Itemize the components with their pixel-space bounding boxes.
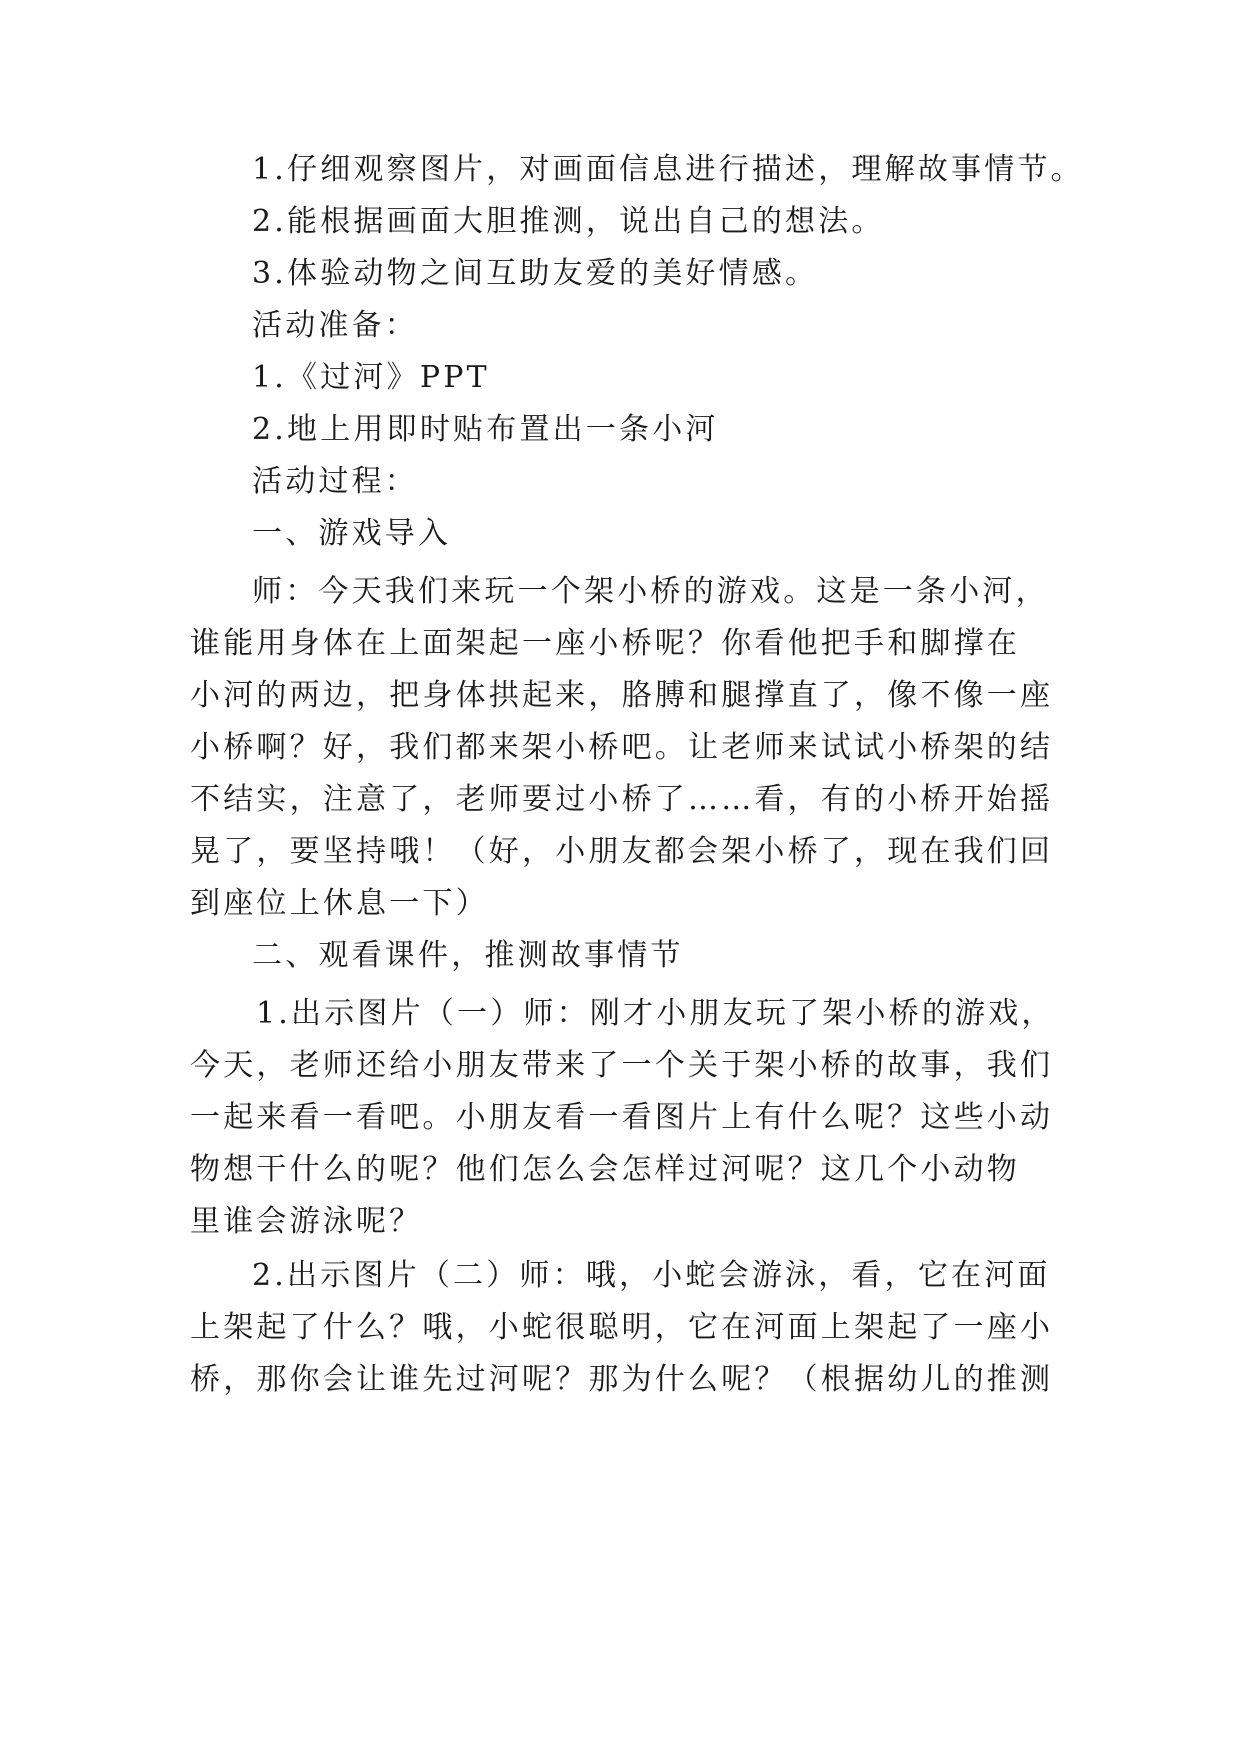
paragraph-line: 到座位上休息一下） [190,886,489,921]
preparation-1: 1.《过河》PPT [252,360,490,395]
section-heading-process: 活动过程： [252,464,418,499]
paragraph-line: 小河的两边，把身体拱起来，胳膊和腿撑直了，像不像一座 [190,678,1054,713]
preparation-2: 2.地上用即时贴布置出一条小河 [252,412,719,447]
paragraph-line: 不结实，注意了，老师要过小桥了……看，有的小桥开始摇 [190,782,1054,817]
subsection-heading-courseware: 二、观看课件，推测故事情节 [252,938,684,973]
paragraph-line: 谁能用身体在上面架起一座小桥呢？你看他把手和脚撑在 [190,626,1020,661]
goal-3: 3.体验动物之间互助友爱的美好情感。 [252,256,819,291]
goal-1: 1.仔细观察图片，对画面信息进行描述，理解故事情节。 [252,152,1084,187]
section-heading-preparation: 活动准备： [252,308,418,343]
paragraph-line: 物想干什么的呢？他们怎么会怎样过河呢？这几个小动物 [190,1152,1020,1187]
goal-2: 2.能根据画面大胆推测，说出自己的想法。 [252,204,885,239]
subsection-heading-game: 一、游戏导入 [252,516,452,551]
paragraph-line: 晃了，要坚持哦！（好，小朋友都会架小桥了，现在我们回 [190,834,1054,869]
paragraph-line: 1.出示图片（一）师：刚才小朋友玩了架小桥的游戏， [256,996,1055,1031]
paragraph-line: 桥，那你会让谁先过河呢？那为什么呢？（根据幼儿的推测 [190,1362,1054,1397]
paragraph-line: 2.出示图片（二）师：哦，小蛇会游泳，看，它在河面 [252,1258,1051,1293]
paragraph-line: 一起来看一看吧。小朋友看一看图片上有什么呢？这些小动 [190,1100,1054,1135]
paragraph-line: 里谁会游泳呢？ [190,1204,423,1239]
paragraph-line: 上架起了什么？哦，小蛇很聪明，它在河面上架起了一座小 [190,1310,1054,1345]
paragraph-line: 小桥啊？好，我们都来架小桥吧。让老师来试试小桥架的结 [190,730,1054,765]
paragraph-line: 师：今天我们来玩一个架小桥的游戏。这是一条小河， [252,574,1049,609]
paragraph-line: 今天，老师还给小朋友带来了一个关于架小桥的故事，我们 [190,1048,1054,1083]
